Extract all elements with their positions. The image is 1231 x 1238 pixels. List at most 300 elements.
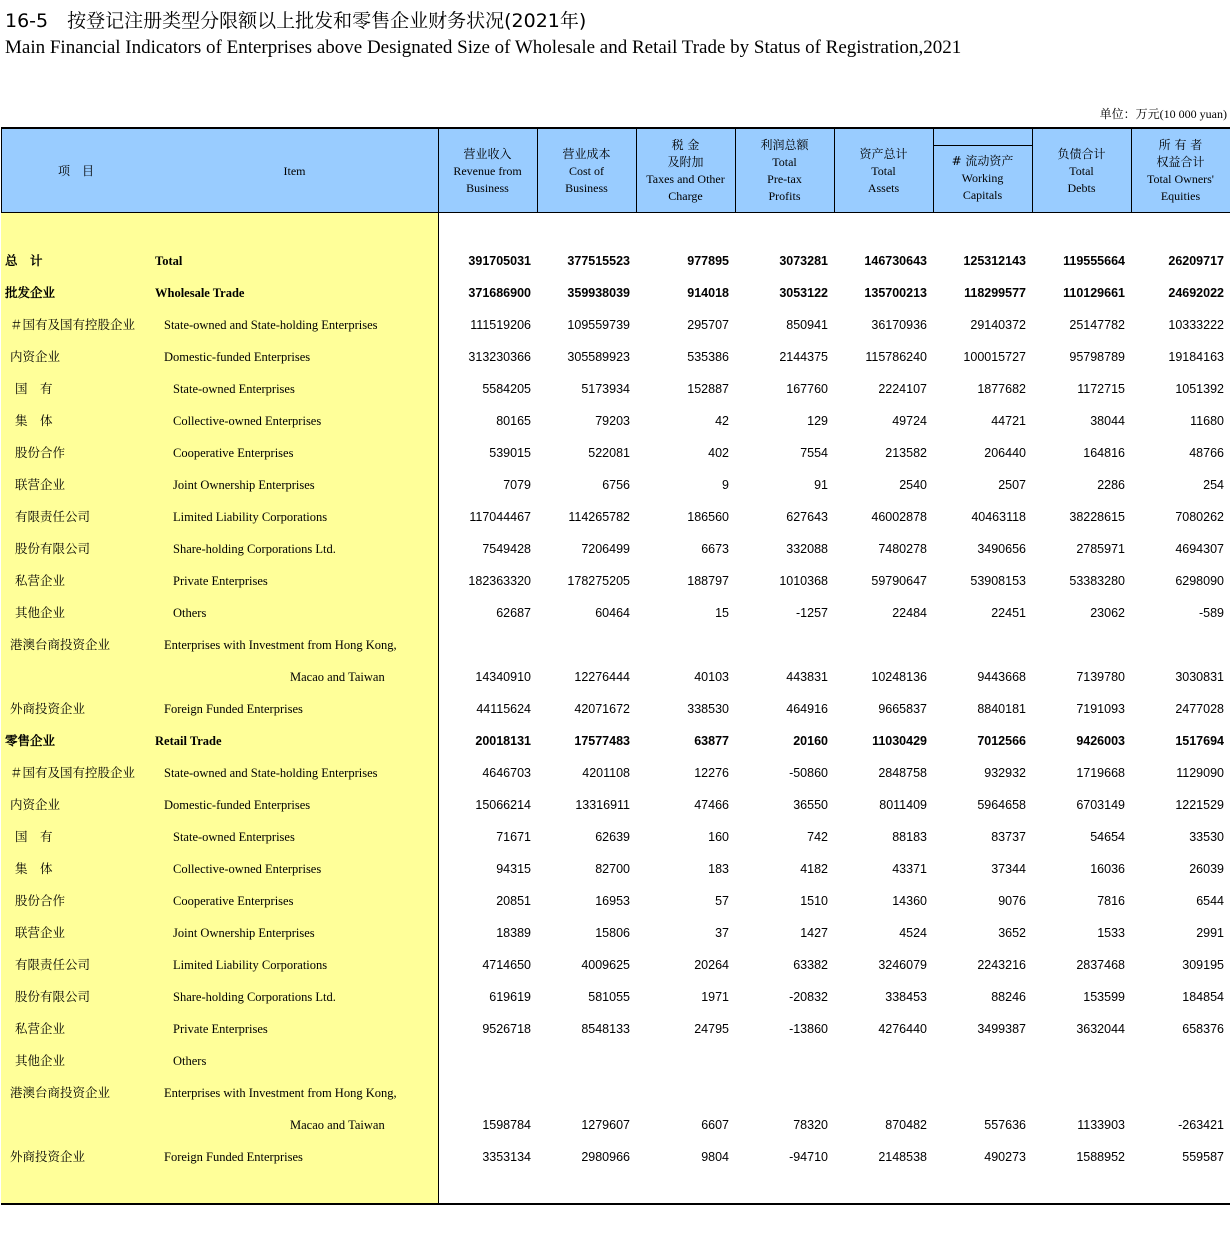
row-label-en: Cooperative Enterprises bbox=[173, 446, 294, 460]
cell-value: 658376 bbox=[1182, 1022, 1224, 1036]
cell-value: 4646703 bbox=[482, 766, 531, 780]
row-label-en: Domestic-funded Enterprises bbox=[164, 798, 311, 812]
table-header bbox=[1, 127, 1230, 213]
cell-value: 114265782 bbox=[568, 510, 630, 524]
cell-value: 332088 bbox=[786, 542, 828, 556]
cell-value: 59790647 bbox=[871, 574, 927, 588]
cell-value: 19184163 bbox=[1168, 350, 1224, 364]
row-label-en: State-owned Enterprises bbox=[173, 830, 295, 844]
cell-value: 1877682 bbox=[977, 382, 1026, 396]
cell-value: 7816 bbox=[1097, 894, 1125, 908]
row-label-en: State-owned and State-holding Enterprises bbox=[164, 766, 378, 780]
cell-value: 5173934 bbox=[581, 382, 630, 396]
cell-value: 254 bbox=[1203, 478, 1224, 492]
cell-value: 2148538 bbox=[878, 1150, 927, 1164]
table-row bbox=[0, 565, 1231, 597]
cell-value: 2991 bbox=[1196, 926, 1224, 940]
cell-value: 79203 bbox=[595, 414, 630, 428]
cell-value: 95798789 bbox=[1069, 350, 1125, 364]
header-col-7: 所 有 者 权益合计 Total Owners' Equities bbox=[1147, 138, 1214, 203]
cell-value: 119555664 bbox=[1063, 254, 1125, 268]
cell-value: 23062 bbox=[1090, 606, 1125, 620]
table-row bbox=[0, 821, 1231, 853]
cell-value: 63877 bbox=[694, 734, 729, 748]
header-col-3: 利润总额 Total Pre-tax Profits bbox=[760, 138, 809, 203]
cell-value: 2477028 bbox=[1175, 702, 1224, 716]
table-row bbox=[0, 469, 1231, 501]
cell-value: 338453 bbox=[885, 990, 927, 1004]
cell-value: 4009625 bbox=[581, 958, 630, 972]
table-row bbox=[0, 725, 1231, 757]
cell-value: 36550 bbox=[793, 798, 828, 812]
cell-value: 7191093 bbox=[1076, 702, 1125, 716]
table-row bbox=[0, 245, 1231, 277]
cell-value: 2243216 bbox=[977, 958, 1026, 972]
cell-value: 42071672 bbox=[574, 702, 630, 716]
cell-value: 125312143 bbox=[963, 254, 1026, 268]
cell-value: 7554 bbox=[800, 446, 828, 460]
row-label-en: Foreign Funded Enterprises bbox=[164, 702, 303, 716]
cell-value: 402 bbox=[708, 446, 729, 460]
cell-value: 4694307 bbox=[1175, 542, 1224, 556]
cell-value: 57 bbox=[715, 894, 729, 908]
table-row bbox=[0, 789, 1231, 821]
row-label-cn: 股份合作 bbox=[15, 893, 66, 908]
cell-value: 932932 bbox=[984, 766, 1026, 780]
cell-value: 54654 bbox=[1090, 830, 1125, 844]
cell-value: 186560 bbox=[687, 510, 729, 524]
cell-value: 167760 bbox=[786, 382, 828, 396]
row-label-cn: 其他企业 bbox=[15, 1053, 66, 1068]
cell-value: 2286 bbox=[1097, 478, 1125, 492]
cell-value: 10333222 bbox=[1168, 318, 1224, 332]
cell-value: 2224107 bbox=[878, 382, 927, 396]
cell-value: 129 bbox=[807, 414, 828, 428]
cell-value: 309195 bbox=[1182, 958, 1224, 972]
header-col-4: 资产总计 Total Assets bbox=[859, 146, 908, 195]
table-row bbox=[0, 981, 1231, 1013]
table-row bbox=[0, 885, 1231, 917]
table-row bbox=[0, 693, 1231, 725]
row-label-en: Share-holding Corporations Ltd. bbox=[173, 990, 336, 1004]
cell-value: 490273 bbox=[984, 1150, 1026, 1164]
table-row bbox=[0, 1141, 1231, 1173]
cell-value: 14360 bbox=[892, 894, 927, 908]
row-label-en: Joint Ownership Enterprises bbox=[173, 926, 315, 940]
cell-value: 977895 bbox=[687, 254, 729, 268]
row-label-en: Retail Trade bbox=[155, 734, 222, 748]
cell-value: -589 bbox=[1198, 606, 1224, 620]
cell-value: 43371 bbox=[892, 862, 927, 876]
cell-value: 581055 bbox=[588, 990, 630, 1004]
cell-value: 870482 bbox=[885, 1118, 927, 1132]
cell-value: 24692022 bbox=[1168, 286, 1224, 300]
cell-value: 184854 bbox=[1182, 990, 1224, 1004]
row-label-en: Limited Liability Corporations bbox=[173, 958, 328, 972]
cell-value: 742 bbox=[807, 830, 828, 844]
cell-value: 6756 bbox=[602, 478, 630, 492]
table-row bbox=[0, 629, 1231, 661]
cell-value: 1719668 bbox=[1076, 766, 1125, 780]
cell-value: 3053122 bbox=[779, 286, 828, 300]
table-row bbox=[0, 757, 1231, 789]
row-label-en: Total bbox=[155, 254, 183, 268]
cell-value: -94710 bbox=[789, 1150, 828, 1164]
cell-value: 2785971 bbox=[1076, 542, 1125, 556]
row-label-en: Cooperative Enterprises bbox=[173, 894, 294, 908]
cell-value: 3030831 bbox=[1175, 670, 1224, 684]
cell-value: 6703149 bbox=[1076, 798, 1125, 812]
cell-value: 557636 bbox=[984, 1118, 1026, 1132]
table-title-cn: 16-5 按登记注册类型分限额以上批发和零售企业财务状况(2021年) bbox=[5, 10, 587, 32]
cell-value: 26039 bbox=[1189, 862, 1224, 876]
row-label-cn: 股份有限公司 bbox=[15, 989, 91, 1004]
cell-value: 2837468 bbox=[1076, 958, 1125, 972]
cell-value: 110129661 bbox=[1063, 286, 1125, 300]
table-row bbox=[0, 661, 1231, 693]
cell-value: 7080262 bbox=[1175, 510, 1224, 524]
cell-value: 14340910 bbox=[475, 670, 531, 684]
cell-value: 1427 bbox=[800, 926, 828, 940]
cell-value: 15066214 bbox=[475, 798, 531, 812]
cell-value: 338530 bbox=[687, 702, 729, 716]
cell-value: 7549428 bbox=[482, 542, 531, 556]
cell-value: 12276444 bbox=[574, 670, 630, 684]
cell-value: 9526718 bbox=[482, 1022, 531, 1036]
row-label-cn: 批发企业 bbox=[5, 285, 56, 300]
cell-value: 1533 bbox=[1097, 926, 1125, 940]
row-label-cn: 股份有限公司 bbox=[15, 541, 91, 556]
row-label-en: Domestic-funded Enterprises bbox=[164, 350, 311, 364]
cell-value: 3499387 bbox=[977, 1022, 1026, 1036]
row-label-en: State-owned Enterprises bbox=[173, 382, 295, 396]
cell-value: 49724 bbox=[892, 414, 927, 428]
row-label-cn: 集 体 bbox=[15, 413, 53, 428]
cell-value: 627643 bbox=[786, 510, 828, 524]
cell-value: 4276440 bbox=[878, 1022, 927, 1036]
cell-value: 25147782 bbox=[1069, 318, 1125, 332]
cell-value: 11680 bbox=[1190, 414, 1224, 428]
cell-value: 63382 bbox=[793, 958, 828, 972]
cell-value: 60464 bbox=[595, 606, 630, 620]
row-label-cn: 联营企业 bbox=[15, 925, 66, 940]
cell-value: 26209717 bbox=[1168, 254, 1224, 268]
row-label-en: Share-holding Corporations Ltd. bbox=[173, 542, 336, 556]
cell-value: 391705031 bbox=[468, 254, 531, 268]
row-label-en: Private Enterprises bbox=[173, 1022, 268, 1036]
row-label-cn: 外商投资企业 bbox=[10, 1149, 86, 1164]
cell-value: 4201108 bbox=[582, 766, 630, 780]
cell-value: 9443668 bbox=[977, 670, 1026, 684]
table-row bbox=[0, 1045, 1231, 1077]
cell-value: 359938039 bbox=[567, 286, 630, 300]
header-col-2: 税 金 及附加 Taxes and Other Charge bbox=[646, 138, 725, 203]
cell-value: 38044 bbox=[1090, 414, 1125, 428]
unit-note: 单位：万元(10 000 yuan) bbox=[1099, 107, 1227, 121]
row-label-cn: ＃国有及国有控股企业 bbox=[10, 765, 136, 780]
cell-value: 5964658 bbox=[977, 798, 1026, 812]
cell-value: 178275205 bbox=[567, 574, 630, 588]
cell-value: 16036 bbox=[1090, 862, 1125, 876]
row-label-cn: 总 计 bbox=[5, 253, 43, 268]
cell-value: 9 bbox=[722, 478, 729, 492]
row-label-en: Wholesale Trade bbox=[155, 286, 245, 300]
cell-value: 94315 bbox=[496, 862, 531, 876]
cell-value: 10248136 bbox=[871, 670, 927, 684]
row-label-en: Joint Ownership Enterprises bbox=[173, 478, 315, 492]
row-label-cn: 国 有 bbox=[15, 829, 53, 844]
row-label-cn: 股份合作 bbox=[15, 445, 66, 460]
cell-value: 13316911 bbox=[575, 798, 630, 812]
cell-value: 40463118 bbox=[971, 510, 1026, 524]
cell-value: 20018131 bbox=[475, 734, 531, 748]
cell-value: 1517694 bbox=[1175, 734, 1224, 748]
cell-value: 33530 bbox=[1189, 830, 1224, 844]
cell-value: 2144375 bbox=[779, 350, 828, 364]
cell-value: -50860 bbox=[789, 766, 828, 780]
cell-value: 22484 bbox=[892, 606, 927, 620]
row-label-en: Private Enterprises bbox=[173, 574, 268, 588]
cell-value: 1172715 bbox=[1077, 382, 1125, 396]
cell-value: 8840181 bbox=[977, 702, 1026, 716]
cell-value: 1971 bbox=[701, 990, 729, 1004]
cell-value: 1588952 bbox=[1076, 1150, 1125, 1164]
cell-value: 4182 bbox=[800, 862, 828, 876]
cell-value: 164816 bbox=[1083, 446, 1125, 460]
cell-value: 2540 bbox=[899, 478, 927, 492]
row-label-cn: 私营企业 bbox=[15, 573, 66, 588]
cell-value: 80165 bbox=[496, 414, 531, 428]
row-label-en: Others bbox=[173, 1054, 207, 1068]
cell-value: 377515523 bbox=[567, 254, 630, 268]
cell-value: 6544 bbox=[1196, 894, 1224, 908]
cell-value: 3632044 bbox=[1076, 1022, 1125, 1036]
cell-value: 53383280 bbox=[1069, 574, 1125, 588]
cell-value: 15 bbox=[715, 606, 729, 620]
row-label-en: Collective-owned Enterprises bbox=[173, 862, 322, 876]
cell-value: 850941 bbox=[786, 318, 828, 332]
cell-value: 20264 bbox=[694, 958, 729, 972]
row-label-en: Enterprises with Investment from Hong Kong, bbox=[164, 1086, 397, 1100]
row-label-cn: 港澳台商投资企业 bbox=[10, 637, 111, 652]
row-label-en: Macao and Taiwan bbox=[290, 670, 385, 684]
header-col-1: 营业成本 Cost of Business bbox=[562, 146, 611, 195]
table-row bbox=[0, 917, 1231, 949]
cell-value: 3652 bbox=[998, 926, 1026, 940]
cell-value: 295707 bbox=[687, 318, 729, 332]
table-row bbox=[0, 1077, 1231, 1109]
cell-value: 53908153 bbox=[970, 574, 1026, 588]
cell-value: 914018 bbox=[687, 286, 729, 300]
cell-value: 115786240 bbox=[865, 350, 927, 364]
cell-value: 535386 bbox=[687, 350, 729, 364]
cell-value: 16953 bbox=[595, 894, 630, 908]
cell-value: 183 bbox=[708, 862, 729, 876]
cell-value: 3246079 bbox=[878, 958, 927, 972]
row-label-en: Limited Liability Corporations bbox=[173, 510, 328, 524]
header-col-5: # 流动资产 Working Capitals bbox=[951, 153, 1014, 202]
cell-value: 17577483 bbox=[574, 734, 630, 748]
cell-value: 6673 bbox=[701, 542, 729, 556]
table-row bbox=[0, 853, 1231, 885]
cell-value: 135700213 bbox=[864, 286, 927, 300]
cell-value: 8011409 bbox=[879, 798, 927, 812]
cell-value: 7012566 bbox=[977, 734, 1026, 748]
cell-value: 160 bbox=[708, 830, 729, 844]
table-row bbox=[0, 501, 1231, 533]
row-label-cn: 零售企业 bbox=[5, 733, 56, 748]
header-item-cn: 项 目 bbox=[57, 163, 94, 178]
cell-value: 20851 bbox=[496, 894, 531, 908]
cell-value: 82700 bbox=[595, 862, 630, 876]
cell-value: 100015727 bbox=[963, 350, 1026, 364]
table-row bbox=[0, 405, 1231, 437]
cell-value: 1051392 bbox=[1175, 382, 1224, 396]
cell-value: 146730643 bbox=[864, 254, 927, 268]
cell-value: 37 bbox=[715, 926, 729, 940]
cell-value: 6607 bbox=[701, 1118, 729, 1132]
cell-value: 20160 bbox=[793, 734, 828, 748]
cell-value: 3490656 bbox=[977, 542, 1026, 556]
row-label-cn: ＃国有及国有控股企业 bbox=[10, 317, 136, 332]
cell-value: 18389 bbox=[496, 926, 531, 940]
cell-value: 44721 bbox=[991, 414, 1026, 428]
cell-value: 213582 bbox=[885, 446, 927, 460]
table-row bbox=[0, 533, 1231, 565]
cell-value: 62687 bbox=[496, 606, 531, 620]
cell-value: 1221529 bbox=[1175, 798, 1224, 812]
table-row bbox=[0, 437, 1231, 469]
row-label-en: Others bbox=[173, 606, 207, 620]
row-label-cn: 集 体 bbox=[15, 861, 53, 876]
cell-value: 9426003 bbox=[1076, 734, 1125, 748]
cell-value: 36170936 bbox=[871, 318, 927, 332]
cell-value: -1257 bbox=[796, 606, 828, 620]
cell-value: 313230366 bbox=[468, 350, 531, 364]
cell-value: 2980966 bbox=[581, 1150, 630, 1164]
cell-value: 188797 bbox=[687, 574, 729, 588]
table-row bbox=[0, 597, 1231, 629]
cell-value: 1133903 bbox=[1077, 1118, 1125, 1132]
row-label-cn: 内资企业 bbox=[10, 349, 61, 364]
cell-value: 118299577 bbox=[964, 286, 1026, 300]
cell-value: 3073281 bbox=[779, 254, 828, 268]
cell-value: 559587 bbox=[1182, 1150, 1224, 1164]
cell-value: 117044467 bbox=[469, 510, 531, 524]
cell-value: 152887 bbox=[687, 382, 729, 396]
row-label-en: State-owned and State-holding Enterprises bbox=[164, 318, 378, 332]
row-label-cn: 国 有 bbox=[15, 381, 53, 396]
header-item-en: Item bbox=[283, 163, 306, 178]
cell-value: 38228615 bbox=[1069, 510, 1125, 524]
row-label-cn: 有限责任公司 bbox=[15, 957, 91, 972]
cell-value: 37344 bbox=[991, 862, 1026, 876]
cell-value: 7139780 bbox=[1076, 670, 1125, 684]
cell-value: 153599 bbox=[1083, 990, 1125, 1004]
row-label-en: Macao and Taiwan bbox=[290, 1118, 385, 1132]
cell-value: 11030429 bbox=[872, 734, 927, 748]
cell-value: 9076 bbox=[998, 894, 1026, 908]
cell-value: 1279607 bbox=[581, 1118, 630, 1132]
cell-value: 4714650 bbox=[482, 958, 531, 972]
cell-value: 71671 bbox=[496, 830, 531, 844]
row-label-en: Enterprises with Investment from Hong Kong, bbox=[164, 638, 397, 652]
row-label-cn: 其他企业 bbox=[15, 605, 66, 620]
cell-value: 109559739 bbox=[567, 318, 630, 332]
row-label-en: Collective-owned Enterprises bbox=[173, 414, 322, 428]
cell-value: 88246 bbox=[991, 990, 1026, 1004]
cell-value: 464916 bbox=[786, 702, 828, 716]
table-title-en: Main Financial Indicators of Enterprises above Designated Size of Wholesale and Retail Trade by Status of Registration,2021 bbox=[5, 37, 962, 58]
cell-value: 1010368 bbox=[779, 574, 828, 588]
cell-value: 2848758 bbox=[878, 766, 927, 780]
table-bottom-rule bbox=[1, 1203, 1230, 1205]
row-label-cn: 有限责任公司 bbox=[15, 509, 91, 524]
cell-value: 78320 bbox=[793, 1118, 828, 1132]
table-row bbox=[0, 1013, 1231, 1045]
cell-value: 24795 bbox=[694, 1022, 729, 1036]
cell-value: 7206499 bbox=[581, 542, 630, 556]
cell-value: 522081 bbox=[588, 446, 630, 460]
table-row bbox=[0, 341, 1231, 373]
cell-value: 111519206 bbox=[470, 318, 531, 332]
cell-value: 44115624 bbox=[476, 702, 531, 716]
cell-value: 47466 bbox=[694, 798, 729, 812]
cell-value: 88183 bbox=[892, 830, 927, 844]
cell-value: 443831 bbox=[786, 670, 828, 684]
row-label-cn: 私营企业 bbox=[15, 1021, 66, 1036]
cell-value: 539015 bbox=[489, 446, 531, 460]
cell-value: 182363320 bbox=[468, 574, 531, 588]
cell-value: 7079 bbox=[503, 478, 531, 492]
cell-value: 29140372 bbox=[970, 318, 1026, 332]
cell-value: 371686900 bbox=[468, 286, 531, 300]
row-label-cn: 港澳台商投资企业 bbox=[10, 1085, 111, 1100]
cell-value: 22451 bbox=[991, 606, 1026, 620]
table-row bbox=[0, 309, 1231, 341]
cell-value: 46002878 bbox=[871, 510, 927, 524]
row-label-cn: 内资企业 bbox=[10, 797, 61, 812]
cell-value: 91 bbox=[814, 478, 828, 492]
cell-value: -13860 bbox=[789, 1022, 828, 1036]
row-label-cn: 联营企业 bbox=[15, 477, 66, 492]
cell-value: 619619 bbox=[489, 990, 531, 1004]
cell-value: 8548133 bbox=[581, 1022, 630, 1036]
cell-value: 42 bbox=[715, 414, 729, 428]
cell-value: 40103 bbox=[694, 670, 729, 684]
table-row bbox=[0, 1109, 1231, 1141]
cell-value: 6298090 bbox=[1175, 574, 1224, 588]
cell-value: 12276 bbox=[694, 766, 729, 780]
cell-value: 206440 bbox=[984, 446, 1026, 460]
table-row bbox=[0, 277, 1231, 309]
cell-value: 4524 bbox=[899, 926, 927, 940]
cell-value: 7480278 bbox=[878, 542, 927, 556]
header-col-0: 营业收入 Revenue from Business bbox=[453, 146, 522, 195]
cell-value: 1598784 bbox=[482, 1118, 531, 1132]
cell-value: 305589923 bbox=[567, 350, 630, 364]
header-col-6: 负债合计 Total Debts bbox=[1057, 146, 1106, 195]
row-label-en: Foreign Funded Enterprises bbox=[164, 1150, 303, 1164]
table-row bbox=[0, 949, 1231, 981]
cell-value: 1510 bbox=[800, 894, 828, 908]
cell-value: 9665837 bbox=[878, 702, 927, 716]
row-label-cn: 外商投资企业 bbox=[10, 701, 86, 716]
cell-value: -263421 bbox=[1178, 1118, 1224, 1132]
cell-value: 83737 bbox=[991, 830, 1026, 844]
cell-value: -20832 bbox=[789, 990, 828, 1004]
cell-value: 9804 bbox=[701, 1150, 729, 1164]
